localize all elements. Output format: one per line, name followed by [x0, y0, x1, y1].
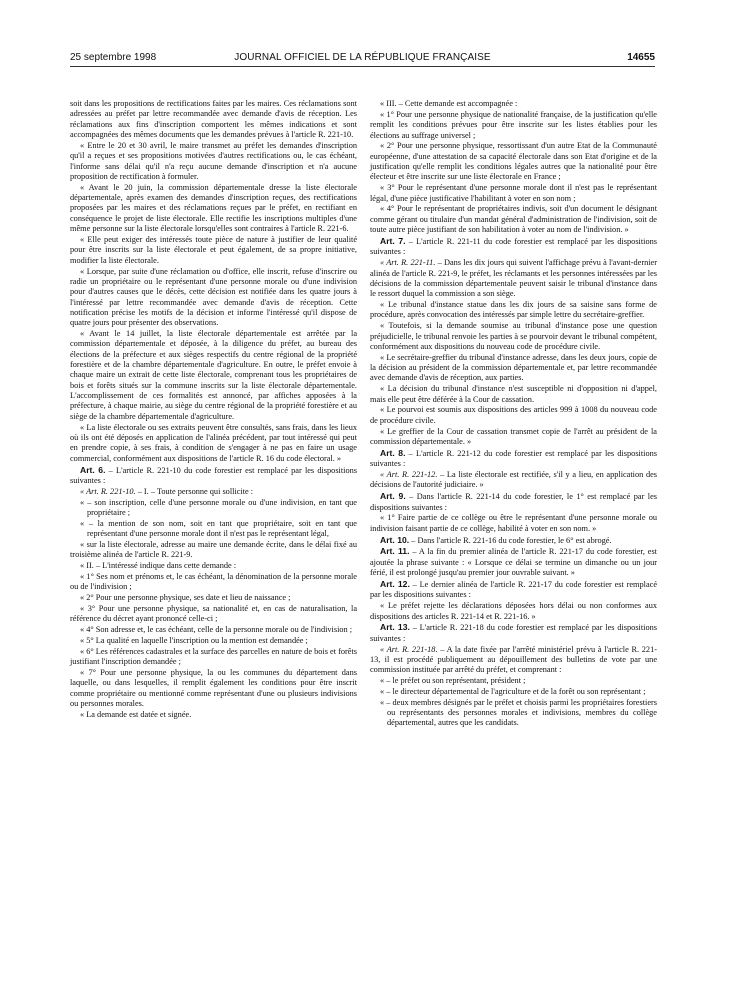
paragraph-text: – L'article R. 221-12 du code forestier est remplacé par les dispositions suivantes :: [370, 448, 658, 469]
paragraph-text: – L'article R. 221-18 du code forestier est remplacé par les dispositions suivantes :: [370, 623, 657, 643]
paragraph: [70, 710, 357, 720]
paragraph-text: « La demande est datée et signée.: [80, 709, 192, 719]
paragraph-text: soit dans les propositions de rectifications faites par les maires. Ces réclamations sont adressées au préfet par lettre recommandée avec demande d'avis de réception. Les réclamations aux fins d'inscription comportent les mêmes indications et sont accompagnées des mêmes documents que les demandes prévues à l'article R. 221-10.: [70, 99, 357, 140]
paragraph: [70, 647, 357, 668]
header-rule: [70, 66, 655, 67]
paragraph: [370, 353, 657, 384]
paragraph-text: « Le tribunal d'instance statue dans les dix jours de sa saisine sans forme de procédure, après convocation des intéressés par simple lettre du secrétaire-greffier.: [370, 300, 657, 320]
paragraph: [370, 645, 657, 676]
paragraph-text: – La liste électorale est rectifiée, s'il y a lieu, en application des décisions de l'autorité judiciaire. »: [370, 470, 658, 490]
article-number: Art. 8.: [380, 447, 406, 458]
paragraph-text: « – son inscription, celle d'une personne morale ou d'une indivision, en tant que propriétaire ;: [80, 497, 357, 517]
paragraph-text: « Le greffier de la Cour de cassation transmet copie de l'arrêt au président de la commission départementale. »: [370, 426, 657, 446]
article-reference: « Art. R. 221-11.: [380, 258, 436, 268]
paragraph: [370, 676, 657, 686]
paragraph-text: – Dans l'article R. 221-14 du code forestier, le 1° est remplacé par les dispositions suivantes :: [370, 492, 657, 512]
paragraph: [370, 384, 657, 405]
paragraph: [70, 465, 357, 487]
paragraph: [370, 687, 657, 697]
paragraph-text: – Dans l'article R. 221-16 du code forestier, le 6° est abrogé.: [409, 535, 612, 545]
paragraph-text: « 1° Pour une personne physique de nationalité française, de la justification qu'elle remplit les conditions prévues pour être inscrite sur les listes établies pour les élections au suffrage universel ;: [370, 109, 657, 140]
paragraph: [70, 561, 357, 571]
paragraph: [70, 183, 357, 235]
article-reference: « Art. R. 221-12.: [380, 470, 438, 480]
paragraph: [70, 625, 357, 635]
paragraph: [370, 491, 657, 513]
paragraph: [70, 498, 357, 519]
paragraph-text: « La liste électorale ou ses extraits peuvent être consultés, sans frais, dans les lieux où ils ont été déposés en application de l'alinéa précédent, par tout intéressé qui peut en prendre copie, à ses frais, à condition de s'engager à ne pas en faire un usage commercial, conformément aux dispositions de l'article R. 16 du code électoral. »: [70, 422, 357, 463]
paragraph: [370, 204, 657, 235]
paragraph-text: – A la fin du premier alinéa de l'article R. 221-17 du code forestier, est ajoutée la phrase suivante : « Lorsque ce délai se termine un dimanche ou un jour férié, il est prolongé jusqu'au premier jour ouvrable suivant. »: [370, 547, 657, 578]
paragraph: [370, 448, 657, 470]
paragraph: [370, 579, 657, 601]
paragraph: [370, 110, 657, 141]
article-number: Art. 11.: [380, 546, 410, 557]
paragraph: [370, 698, 657, 729]
paragraph: [370, 236, 657, 258]
paragraph: [370, 99, 657, 109]
paragraph-text: « 1° Faire partie de ce collège ou être le représentant d'une personne morale ou indivision faisant partie de ce collège, habilité à voter en son nom. »: [370, 513, 657, 533]
paragraph: [70, 487, 357, 497]
journal-title: JOURNAL OFFICIEL DE LA RÉPUBLIQUE FRANÇAISE: [234, 52, 491, 63]
paragraph-text: – I. – Toute personne qui sollicite :: [135, 486, 254, 496]
paragraph-text: « 7° Pour une personne physique, la ou les communes du département dans laquelle, ou dans lesquelles, il remplit également les conditions pour être inscrit comme propriétaire ou mentionné comme représentant d'une ou plusieurs indivisions ou personnes morales.: [70, 668, 357, 709]
paragraph: [70, 540, 357, 561]
left-column: [70, 99, 357, 721]
paragraph-text: « 3° Pour le représentant d'une personne morale dont il n'est pas le représentant légal, d'une pièce justificative l'habilitant à voter en son nom ;: [370, 183, 657, 203]
header-date: 25 septembre 1998: [70, 52, 157, 63]
paragraph: [370, 427, 657, 448]
paragraph-text: « 4° Son adresse et, le cas échéant, celle de la personne morale ou de l'indivision ;: [80, 625, 353, 635]
page-number: 14655: [627, 52, 655, 63]
right-column: [370, 99, 657, 729]
paragraph: [70, 604, 357, 625]
paragraph-text: « 2° Pour une personne physique, ressortissant d'un autre Etat de la Communauté européenne, d'une attestation de sa capacité électorale dans son Etat d'origine et de la justification qu'elle remplit les conditions légales autres que la nationalité pour être électeur et être inscrite sur une liste électorale en France ;: [370, 141, 657, 182]
paragraph: [70, 423, 357, 464]
paragraph-text: « 4° Pour le représentant de propriétaires indivis, soit d'un document le désignant comme gérant ou titulaire d'un mandat général d'administration de l'indivision, soit de toute autre pièce justifiant de son habilitation à voter au nom de l'indivision. »: [370, 204, 657, 235]
paragraph: [70, 329, 357, 422]
article-reference: « Art. R. 221-10.: [80, 486, 136, 496]
paragraph: [370, 622, 657, 644]
paragraph: [370, 470, 657, 491]
article-number: Art. 10.: [380, 534, 410, 545]
paragraph-text: « 1° Ses nom et prénoms et, le cas échéant, la dénomination de la personne morale ou de l'indivision ;: [70, 571, 357, 592]
paragraph: [70, 519, 357, 540]
paragraph-text: « – le préfet ou son représentant, président ;: [380, 676, 526, 686]
paragraph-text: « 2° Pour une personne physique, ses date et lieu de naissance ;: [80, 593, 291, 603]
paragraph-text: « Avant le 20 juin, la commission départementale dresse la liste électorale départementale, après examen des demandes d'inscription reçues, des rectifications proposées par les maires et des réclamations reçues par le préfet, en rectifiant en conséquence le projet de liste électorale. Elle rectifie les inscriptions multiples d'une même personne sur la liste électorale lorsqu'elles sont contraires à l'article R. 221-6.: [70, 182, 357, 234]
paragraph-text: « Le pourvoi est soumis aux dispositions des articles 999 à 1008 du nouveau code de procédure civile.: [370, 405, 657, 425]
paragraph: [70, 235, 357, 266]
paragraph: [370, 300, 657, 321]
paragraph-text: « Le préfet rejette les déclarations déposées hors délai ou non conformes aux dispositions des articles R. 221-14 et R. 221-16. »: [370, 601, 657, 621]
paragraph-text: « 3° Pour une personne physique, sa nationalité et, en cas de naturalisation, la référence du décret ayant prononcé celle-ci ;: [70, 604, 357, 624]
paragraph: [370, 321, 657, 352]
paragraph: [370, 183, 657, 204]
paragraph: [70, 267, 357, 329]
paragraph-text: « Lorsque, par suite d'une réclamation ou d'office, elle inscrit, refuse d'inscrire ou radie un propriétaire ou le représentant d'une personne morale ou d'une indivision pour d'autres causes que le décès, cette décision est notifiée dans les quatre jours à l'intéressé par lettre recommandée avec demande d'avis de réception. Cette notification précise les motifs de la décision et informe l'intéressé qu'il dispose de quatre jours pour présenter des observations.: [70, 266, 357, 328]
paragraph-text: « Le secrétaire-greffier du tribunal d'instance adresse, dans les deux jours, copie de la décision au président de la commission départementale et, par lettre recommandée avec demande d'avis de réception, aux parties.: [370, 352, 657, 383]
paragraph-text: « – la mention de son nom, soit en tant que propriétaire, soit en tant que représentant d'une personne morale dont il n'est pas le représentant légal,: [80, 518, 357, 539]
paragraph: [370, 535, 657, 546]
article-reference: « Art. R. 221-18.: [380, 644, 438, 654]
paragraph-text: – Le dernier alinéa de l'article R. 221-17 du code forestier est remplacé par les dispositions suivantes :: [370, 579, 657, 600]
paragraph: [370, 513, 657, 534]
page-header: [70, 52, 655, 66]
article-number: Art. 12.: [380, 578, 410, 589]
paragraph: [70, 636, 357, 646]
paragraph: [370, 405, 657, 426]
paragraph: [70, 668, 357, 709]
paragraph-text: « 5° La qualité en laquelle l'inscription ou la mention est demandée ;: [80, 636, 308, 646]
paragraph-text: « La décision du tribunal d'instance n'est susceptible ni d'opposition ni d'appel, mais elle peut être déférée à la Cour de cassation.: [370, 384, 657, 404]
paragraph-text: – L'article R. 221-10 du code forestier est remplacé par les dispositions suivantes :: [70, 465, 358, 485]
paragraph: [70, 593, 357, 603]
paragraph: [70, 141, 357, 182]
paragraph-text: « Avant le 14 juillet, la liste électorale départementale est arrêtée par la commission départementale et déposée, à la diligence du préfet, au bureau des élections de la préfecture et aux sièges respectifs du centre régional de la propriété forestière et de la chambre départementale d'agriculture. En outre, le préfet envoie à chaque maire un extrait de cette liste électorale, comprenant tous les propriétaires de bois et forêts situés sur la commune inscrits sur la liste électorale départementale. L'accomplissement de ces formalités est annoncé, par affiches apposées à la préfecture, à chaque mairie, au siège du centre régional de la propriété forestière et au siège de la chambre départementale d'agriculture.: [70, 329, 357, 421]
paragraph-text: « III. – Cette demande est accompagnée :: [380, 99, 518, 108]
paragraph: [70, 99, 357, 140]
paragraph: [370, 141, 657, 182]
paragraph-text: – Dans les dix jours qui suivent l'affichage prévu à l'avant-dernier alinéa de l'article R. 221-9, le préfet, les réclamants et les personnes intéressées par les décisions de la commission départementale peuvent saisir le tribunal d'instance dans le ressort duquel la commission a son siège.: [370, 258, 657, 299]
paragraph-text: « sur la liste électorale, adresse au maire une demande écrite, dans le délai fixé au troisième alinéa de l'article R. 221-9.: [70, 539, 357, 560]
article-number: Art. 6.: [80, 464, 106, 475]
paragraph-text: « 6° Les références cadastrales et la surface des parcelles en nature de bois et forêts justifiant l'inscription demandée ;: [70, 646, 357, 667]
paragraph-text: « – deux membres désignés par le préfet et choisis parmi les propriétaires forestiers ou représentants des personnes morales et indivisions, membres du collège départemental, autres que les candidats.: [380, 697, 657, 728]
article-number: Art. 13.: [380, 622, 410, 633]
paragraph-text: « II. – L'intéressé indique dans cette demande :: [80, 561, 237, 571]
paragraph-text: « Entre le 20 et 30 avril, le maire transmet au préfet les demandes d'inscription qu'il a reçues et ses propositions motivées d'autres rectifications ou, le cas échéant, l'informe sans délai qu'il n'a reçu aucune demande d'inscription et n'a aucune proposition de rectification à formuler.: [70, 140, 357, 181]
paragraph-text: « Toutefois, si la demande soumise au tribunal d'instance pose une question préjudicielle, le tribunal renvoie les parties à se pourvoir devant le tribunal compétent, conformément aux dispositions du nouveau code de procédure civile.: [370, 321, 657, 351]
paragraph-text: – L'article R. 221-11 du code forestier est remplacé par les dispositions suivantes :: [370, 236, 657, 257]
paragraph-text: « – le directeur départemental de l'agriculture et de la forêt ou son représentant ;: [380, 686, 646, 696]
paragraph: [70, 572, 357, 593]
paragraph: [370, 546, 657, 578]
paragraph: [370, 601, 657, 622]
paragraph: [370, 258, 657, 299]
article-number: Art. 9.: [380, 491, 406, 502]
article-number: Art. 7.: [380, 235, 406, 246]
paragraph-text: – A la date fixée par l'arrêté ministériel prévu à l'article R. 221-13, il est procédé publiquement au dépouillement des bulletins de vote par une commission instituée par arrêté du préfet, et comprenant :: [370, 644, 657, 675]
paragraph-text: « Elle peut exiger des intéressés toute pièce de nature à justifier de leur qualité pour être inscrits sur la liste électorale et peut également, de sa propre initiative, modifier la liste électorale.: [70, 234, 357, 265]
